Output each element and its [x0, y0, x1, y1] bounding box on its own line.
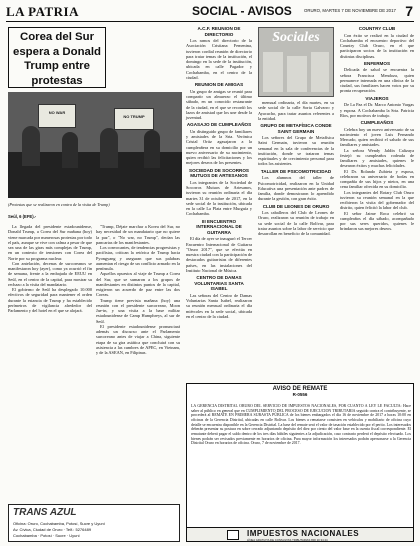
paragraph: Delicada de salud se encuentra la señora Francisca Mendoza, quien permanece internada en una clínica de la ciudad, sus familiares hacen votos por su pronta recuperación. [340, 67, 414, 94]
paragraph: Con éxito se realizó en la ciudad de Cochabamba el encuentro deportivo del Country Club Oruro, en el que participaron socios de la institución en distintas disciplinas. [340, 32, 414, 59]
paragraph: Un distinguido grupo de familiares y amistades de la Srta. Verónica Cristal Ortiz agasajaron a la cumpleañera en su domicilio por un nuevo aniversario de su nacimiento, quien recibió las felicitaciones y los mejores deseos de los presentes. [186, 128, 252, 166]
item-heading: VIAJEROS [365, 95, 389, 101]
byline: Seúl, 6 (EFE).- [8, 214, 37, 219]
paragraph: De La Paz el Dr. Marco Antonio Vargas y esposa. A Cochabamba la Srta. Patricia Ríos, por motivos de trabajo. [340, 102, 414, 118]
paragraph: Con antelación, decenas de surcoreanos se manifestaron hoy (ayer), como ya ocurrió el fin de semana, frente a la embajada de EEUU en Seúl, en el centro de la capital, para mostrar su rechazo a la visita del mandatario. [8, 260, 92, 287]
paragraph: El gobierno de Seúl ha desplegado 10.000 efectivos de seguridad para mantener el orden durante la estancia de Trump y ha establecido perímetros de vigilancia alrededor del Parlamento y del hotel en el que se alojará. [8, 287, 92, 313]
notice-footer [187, 527, 413, 541]
tax-logo-icon [227, 530, 239, 540]
social-column-3 [340, 24, 414, 232]
paragraph: Celebra hoy un nuevo aniversario de su nacimiento el joven Luis Fernando Mercado, quien recibirá el saludo de sus familiares y amistades. [340, 126, 414, 148]
item-heading: ENFERMOS [363, 60, 391, 66]
paragraph: El presidente estadounidense pronunciará además un discurso ante el Parlamento surcoreano antes de viajar a China, siguiente etapa de su gira asiática que concluirá con su asistencia a las cumbres de APEC, en Vietnam, y de la ASEAN, en Filipinas. [96, 323, 180, 355]
paragraph: Trump tiene prevista mañana (hoy) una reunión con el presidente surcoreano, Moon Jae-in, y una visita a la base militar estadounidense de Camp Humphreys, al sur de Seúl. [96, 297, 180, 324]
paragraph: Los integrantes de la Sociedad de Socorros Mutuos de Artesanos, tuvieron su reunión ordinaria el día martes 31 de octubre de 2017, en la sede social de la institución, ubicada en la calle La Plata entre Murguía y Cochabamba. [186, 179, 252, 217]
protest-photo [8, 92, 182, 198]
photo-caption: (Protestas que se realizaron en contra de la visita de Trump) [8, 202, 110, 207]
section-title: SOCIAL - AVISOS [192, 4, 292, 18]
item-heading: CENTRO DE DAMAS VOLUNTARIAS SANTA ISABEL [194, 275, 244, 292]
auction-notice [186, 383, 414, 542]
sociales-banner [258, 27, 334, 97]
newspaper-logo: LA PATRIA [6, 4, 79, 19]
social-column-1 [186, 24, 252, 319]
ad-logo: TRANS AZUL [13, 507, 77, 518]
paragraph: El Dr. Rolando Zubieta y esposa, celebraron su aniversario de bodas en compañía de sus hijos y nietos, en una cena familiar ofrecida en su domicilio. [340, 168, 414, 190]
item-heading: REUNION DE AMIGAS [194, 82, 244, 88]
paragraph: La llegada del presidente estadounidense, Donald Trump, a Corea del Sur mañana (hoy) viene marcada por numerosas protestas por todo el país, aunque se vive con calma a pesar de que sea una de las giras más complejas de Trump, en un contexto de tensiones con Corea del Norte por su programa nuclear. [8, 224, 92, 261]
paragraph: "Trump, Déjate marchar a Korea del Sur, no hay necesidad de un mandatario que no quiere la paz", o "No war, no Trump", decían las pancartas de los manifestantes. [96, 224, 180, 245]
item-heading: TALLER DE PSICOMOTRICIDAD [260, 168, 332, 174]
ad-line: Oficina: Oruro, Cochabamba, Potosí, Sucre y Uyuni [13, 521, 105, 526]
notice-body: LA GERENCIA DISTRITAL ORURO DEL SERVICIO DE IMPUESTOS NACIONALES, POR CUANTO A LEY LE FACULTA: Hace saber al público en general que en CUMPLIMIENTO DEL PROCESO DE EJECUCION TRIBUTARIA seguido contra el contribuyente, se procederá al REMATE EN PRIMERA SUBASTA PÚBLICA de los bienes embargados el día 16 de noviembre de 2017 a horas 10:00 en oficinas de la Gerencia Distrital, ubicadas en calle Bolívar. Los bienes a rematarse consisten en vehículos y mobiliario de oficina cuyo detalle se encuentra disponible en la Gerencia Distrital. La base del remate será el valor de tasación establecido por el perito. Los interesados deberán presentar su postura en sobre cerrado adjuntando depósito del diez por ciento del valor base en la cuenta fiscal correspondiente. El rematante deberá pagar el saldo dentro de los tres días hábiles siguientes a la adjudicación, caso contrario perderá el depósito efectuado. Los bienes podrán ser revisados previamente en horarios de oficina. Para mayor información los interesados podrán apersonarse a la Gerencia Distrital Oruro en horarios de oficina. Oruro, 7 de noviembre de 2017. [191, 404, 411, 446]
masthead [6, 4, 414, 22]
ad-line: Av. Cívica, Ciudad de Oruro · Telf.: 5276489 [13, 527, 92, 532]
item-heading: GRUPO DE METAFÍSICA CONDE SAINT GERMAIN [260, 123, 332, 134]
paragraph: Los alumnos del taller de Psicomotricidad, realizaron en la Unidad Educativa una presentación ante padres de familia, donde demostraron lo aprendido durante la gestión, con gran éxito. [258, 175, 334, 202]
trans-azul-ad [8, 504, 180, 542]
item-heading: A.C.F. REUNION DE DIRECTORIO [197, 26, 241, 37]
paragraph: La señora Wendy Jaldín Calizaya festejó su cumpleaños rodeada de familiares y amistades, quienes le desearon éxitos y muchas felicidades. [340, 147, 414, 169]
paragraph: Aquellos opuestos al viaje de Trump a Corea del Sur, que se sumaron a los grupos de manifestantes en distintos puntos de la capital, exigieron un acuerdo de paz entre las dos Coreas. [96, 271, 180, 298]
paragraph: El señor Jaime Roca celebró su cumpleaños el día sábado, acompañado por sus seres queridos, quienes le brindaron sus mejores deseos. [340, 210, 414, 232]
item-heading: AGASAJO DE CUMPLEAÑOS [186, 122, 252, 128]
issue-date: ORURO, MARTES 7 DE NOVIEMBRE DE 2017 [304, 8, 396, 13]
notice-code: R-0556 [292, 392, 308, 397]
item-heading: CUMPLEAÑOS [360, 120, 394, 126]
paragraph: Los caballeros del Club de Leones de Oruro, realizaron su reunión de trabajo en su sede social de la calle Bolívar, para tratar asuntos sobre la labor de servicio que desarrollan en beneficio de la comunidad. [258, 210, 334, 237]
social-column-2 [258, 100, 334, 236]
sociales-title: Sociales [272, 30, 320, 45]
notice-title: AVISO DE REMATE [272, 386, 328, 392]
protest-sign: NO WAR [38, 104, 76, 128]
agency-hotline: LÍNEA GRATUITA DE CONSULTAS TRIBUTARIAS 800 10 34 44 [247, 538, 328, 542]
paragraph: Las señoras del Centro de Damas Voluntarias Santa Isabel, realizaron su reunión mensual ordinaria el día miércoles en la sede social, ubicada en el centro de la ciudad. [186, 292, 252, 319]
paragraph: Un grupo de amigas se reunió para compartir un almuerzo el último sábado, en un conocido restaurante de la ciudad, en el que se recordó los lazos de amistad que los une desde la juventud. [186, 88, 252, 121]
item-heading: COUNTRY CLUB [358, 26, 396, 31]
paragraph: Los integrantes del Rotary Club Oruro tuvieron su reunión semanal en la que recibieron la visita del gobernador del distrito, quien felicitó la labor del club. [340, 189, 414, 211]
lead-headline: Corea del Sur espera a Donald Trump entre protestas [8, 27, 106, 88]
paragraph: mensual ordinaria, el día martes, en su sede social de la calle Soria Galvarro y Ayacucho, para tratar asuntos referentes a la entidad. [258, 100, 334, 121]
paragraph: Los convocantes, de tendencias progresistas y pacifistas, critican la retórica de Trump hacia Pyongyang y aseguran que sus palabras aumentan el riesgo de un conflicto armado en la península. [96, 245, 180, 271]
ad-line: Cochabamba · Potosí · Sucre · Uyuni [13, 533, 80, 538]
paragraph: Los señores del Grupo de Metafísica Saint Germain, tuvieron su reunión semanal en la sala de conferencias de la institución, donde se trataron temas espirituales y de crecimiento personal para todos los asistentes. [258, 135, 334, 167]
paragraph: Los ramos del directorio de la Asociación Cristiana Femenina, tuvieron cordial reunión de directorio para tratar temas de la institución, el domingo en la sede de la institución, ubicada en calle Pagador y Cochabamba, en el centro de la ciudad. [186, 38, 252, 80]
item-heading: SOCIEDAD DE SOCORROS MUTUOS DE ARTESANOS [189, 167, 249, 179]
paragraph: El día de ayer se inauguró el Tercer Encuentro Internacional de Guitarra "Oruro 2017", que se efectúa en nuestra ciudad con la participación de destacados guitarristas de diferentes países, en las instalaciones del Instituto Nacional de Música. [186, 236, 252, 273]
page-number: 7 [405, 3, 413, 19]
lead-article-col2 [96, 224, 180, 355]
item-heading: III ENCUENTRO INTERNACIONAL DE GUITARRA [196, 218, 242, 235]
lead-article-col1 [8, 224, 92, 313]
item-heading: CLUB DE LEONES DE ORURO [262, 203, 330, 209]
agency-name: IMPUESTOS NACIONALES [247, 529, 360, 538]
protest-sign: NO TRUMP [114, 108, 154, 130]
